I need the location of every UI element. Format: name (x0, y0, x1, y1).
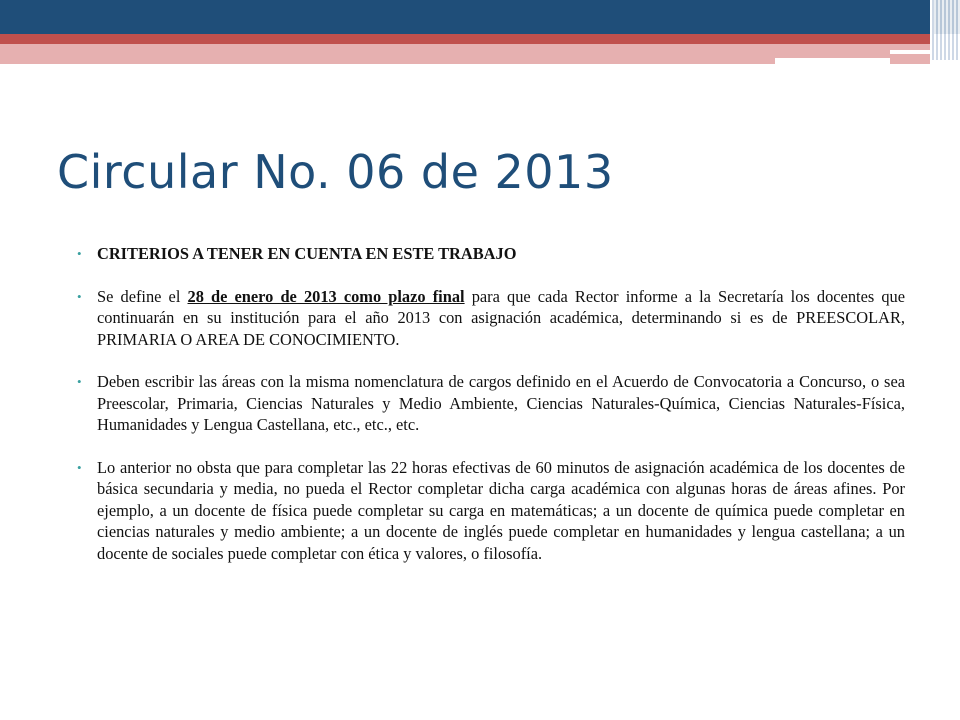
areas-text: Deben escribir las áreas con la misma nomenclatura de cargos definido en el Acuerdo de Convocatoria a Concurso, o sea Preescolar, Primaria, Ciencias Naturales y Medio Ambiente, Ciencias Naturales-Química, Ciencias Naturales-Física, Humanidades y Lengua Castellana, etc., etc., etc. (97, 372, 905, 434)
header-band-highlight-short (775, 58, 890, 64)
header-band-red (0, 34, 930, 44)
header-band-stripes (930, 0, 960, 60)
bullet-icon: • (77, 288, 82, 304)
deadline-date: 28 de enero de 2013 como plazo final (187, 286, 465, 306)
deadline-text-before: Se define el (97, 286, 188, 306)
bullet-heading (75, 243, 905, 265)
header-band-blue (0, 0, 930, 34)
bullet-icon: • (77, 459, 82, 475)
header-band-highlight (890, 50, 930, 54)
bullet-areas (75, 371, 905, 436)
bullet-icon: • (77, 374, 82, 389)
bullet-hours (75, 457, 905, 565)
hours-text: Lo anterior no obsta que para completar las 22 horas efectivas de 60 minutos de asignación académica de los docentes de básica secundaria y media, no pueda el Rector completar dicha carga académica con algunas horas de áreas afines. Por ejemplo, a un docente de física puede completar su carga en matemáticas; a un docente de química puede completar en ciencias naturales y medio ambiente; a un docente de inglés puede completar en humanidades y lengua castellana; a un docente de sociales puede completar con ética y valores, o filosofía. (97, 457, 905, 563)
bullet-heading-text: CRITERIOS A TENER EN CUENTA EN ESTE TRABAJO (97, 244, 517, 263)
deadline-text-after: para que cada Rector informe a la Secretaría los docentes que continuarán en su institución para el año 2013 con asignación académica, determinando si es de PREESCOLAR, PRIMARIA O AREA DE CONOCIMIENTO. (97, 286, 906, 349)
bullet-list (75, 243, 905, 585)
slide-title: Circular No. 06 de 2013 (57, 145, 614, 199)
bullet-deadline (75, 286, 905, 351)
bullet-icon: • (77, 246, 82, 261)
